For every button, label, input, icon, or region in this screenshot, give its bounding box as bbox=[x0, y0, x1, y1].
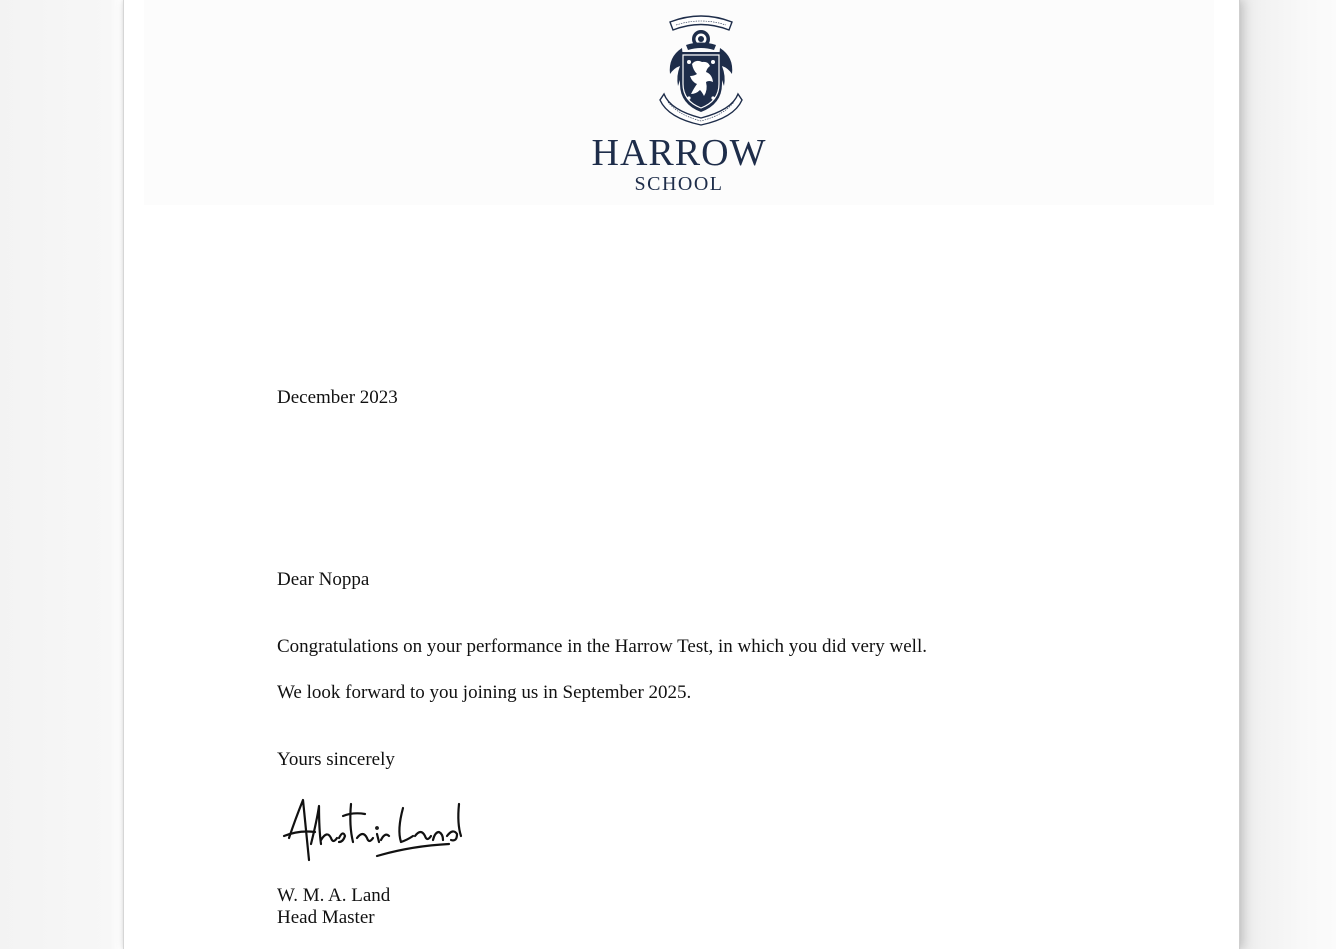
signatory-name: W. M. A. Land bbox=[277, 885, 391, 906]
letter-page bbox=[123, 0, 1240, 949]
signatory-title: Head Master bbox=[277, 907, 375, 928]
school-crest-icon bbox=[656, 12, 746, 126]
letter-salutation: Dear Noppa bbox=[277, 569, 370, 590]
school-name: HARROW bbox=[591, 132, 767, 174]
letter-paragraph-1: Congratulations on your performance in the Harrow Test, in which you did very well. bbox=[277, 636, 927, 657]
school-subtitle: SCHOOL bbox=[634, 173, 724, 195]
letter-date: December 2023 bbox=[277, 387, 398, 408]
handwritten-signature bbox=[281, 790, 481, 868]
letter-paragraph-2: We look forward to you joining us in September 2025. bbox=[277, 682, 692, 703]
letterhead bbox=[144, 0, 1214, 205]
letter-closing: Yours sincerely bbox=[277, 749, 395, 770]
